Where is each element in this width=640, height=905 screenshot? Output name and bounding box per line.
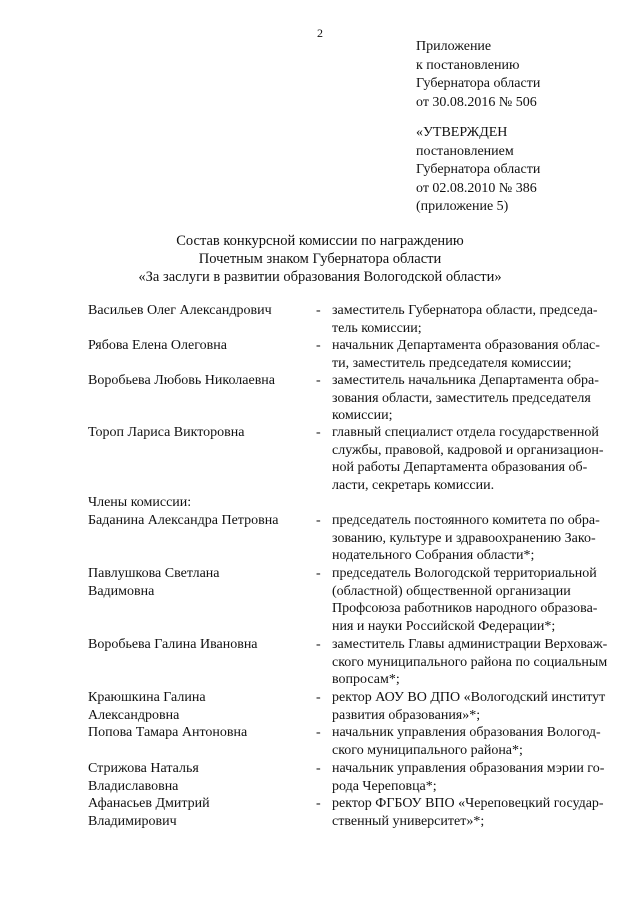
role-line: заместитель начальника Департамента обра- [332,373,599,388]
dash: - [316,796,321,811]
name-line: Владимирович [88,813,177,829]
member-name [88,565,313,600]
approval-line: от 02.08.2010 № 386 [416,180,537,196]
approval-block [416,124,540,217]
dash: - [316,725,321,740]
approval-line: постановлением [416,143,514,159]
member-role [332,724,632,759]
appendix-line: от 30.08.2016 № 506 [416,94,537,110]
role-line: начальник управления образования мэрии го- [332,761,605,776]
role-line: ласти, секретарь комиссии. [332,477,495,493]
member-name [88,337,313,355]
member-role [332,372,632,425]
member-role [332,302,632,337]
member-name [88,689,313,724]
name-line: Васильев Олег Александрович [88,303,272,318]
member-role [332,512,632,565]
name-line: Попова Тамара Антоновна [88,725,248,740]
name-line: Стрижова Наталья [88,761,199,776]
role-line: тель комиссии; [332,320,422,336]
name-line: Краюшкина Галина [88,690,206,705]
member-role [332,337,632,372]
role-line: рода Череповца*; [332,778,437,794]
role-line: начальник Департамента образования облас- [332,338,600,353]
name-line: Тороп Лариса Викторовна [88,425,245,440]
name-line: Рябова Елена Олеговна [88,338,227,353]
role-line: ти, заместитель председателя комиссии; [332,355,572,371]
member-role [332,689,632,724]
role-line: Профсоюза работников народного образова- [332,601,598,617]
role-line: службы, правовой, кадровой и организацион- [332,442,604,458]
name-line: Афанасьев Дмитрий [88,796,210,811]
member-role [332,565,632,635]
dash: - [316,637,321,652]
name-line: Воробьева Галина Ивановна [88,637,258,652]
dash: - [316,303,321,318]
role-line: ректор ФГБОУ ВПО «Череповецкий государ- [332,796,604,811]
member-role [332,795,632,830]
role-line: развития образования»*; [332,707,481,723]
role-line: ной работы Департамента образования об- [332,460,588,476]
member-name [88,302,313,320]
member-name [88,424,313,442]
appendix-line: Приложение [416,39,492,54]
role-line: заместитель Главы администрации Верховаж- [332,637,608,652]
role-line: главный специалист отдела государственной [332,425,599,440]
member-role [332,424,632,494]
role-line: ректор АОУ ВО ДПО «Вологодский институт [332,690,606,705]
member-name [88,372,313,390]
role-line: зования области, заместитель председателя [332,390,591,406]
member-role [332,636,632,689]
name-line: Баданина Александра Петровна [88,513,279,528]
role-line: председатель постоянного комитета по обра- [332,513,600,528]
role-line: ственный университет»*; [332,813,485,829]
role-line: ния и науки Российской Федерации*; [332,618,556,634]
member-name [88,512,313,530]
name-line: Александровна [88,707,180,723]
member-name [88,760,313,795]
member-role [332,760,632,795]
document-title [0,232,640,286]
dash: - [316,338,321,353]
role-line: зованию, культуре и здравоохранению Зако- [332,530,596,546]
role-line: начальник управления образования Вологод- [332,725,601,740]
approval-line: Губернатора области [416,162,541,177]
title-line: Почетным знаком Губернатора области [198,251,442,267]
role-line: нодательного Собрания области*; [332,548,535,564]
dash: - [316,690,321,705]
name-line: Владиславовна [88,778,179,794]
member-name [88,724,313,742]
dash: - [316,513,321,528]
name-line: Павлушкова Светлана [88,566,220,581]
title-line: Состав конкурсной комиссии по награждению [176,233,464,249]
member-name [88,636,313,654]
name-line: Воробьева Любовь Николаевна [88,373,276,388]
role-line: вопросам*; [332,672,400,688]
appendix-line: Губернатора области [416,76,541,91]
dash: - [316,761,321,776]
name-line: Вадимовна [88,583,155,599]
approval-line: (приложение 5) [416,199,509,214]
dash: - [316,425,321,440]
title-line: «За заслуги в развитии образования Вологодской области» [138,269,502,285]
page-number: 2 [317,26,323,40]
members-heading: Члены комиссии: [88,495,192,510]
appendix-block [416,38,540,112]
role-line: ского муниципального района*; [332,742,523,758]
role-line: заместитель Губернатора области, председа- [332,303,598,318]
dash: - [316,566,321,581]
role-line: председатель Вологодской территориальной [332,566,597,581]
approval-line: «УТВЕРЖДЕН [416,125,508,140]
role-line: комиссии; [332,408,393,424]
appendix-line: к постановлению [416,57,520,73]
role-line: (областной) общественной организации [332,583,571,599]
role-line: ского муниципального района по социальным [332,654,608,670]
member-name [88,795,313,830]
dash: - [316,373,321,388]
